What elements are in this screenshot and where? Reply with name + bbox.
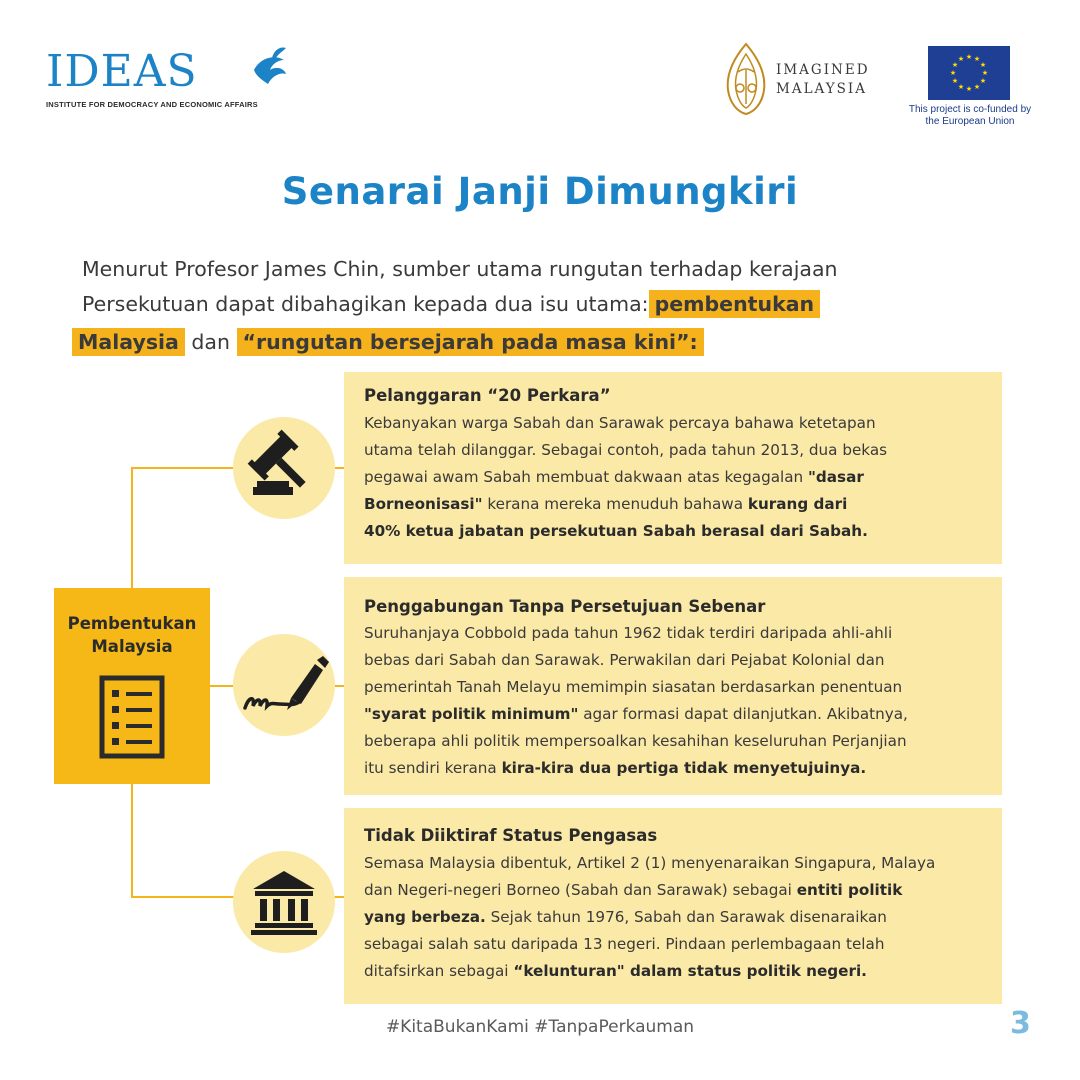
intro-line-3: Malaysia dan “rungutan bersejarah pada masa kini”: (72, 330, 704, 354)
svg-text:★: ★ (949, 69, 957, 77)
card-penggabungan: Penggabungan Tanpa Persetujuan Sebenar Suruhanjaya Cobbold pada tahun 1962 tidak terdiri daripada ahli-ahli bebas dari Sabah dan Sarawak. Perwakilan dari Pejabat Kolonial dan pemerintah Tanah Melayu memimpin siasatan berdasarkan penentuan "syarat politik minimum" agar formasi dapat dilanjutkan. Akibatnya, beberapa ahli politik mempersoalkan kesahihan keseluruhan Perjanjian itu sendiri kerana kira-kira dua pertiga tidak menyetujuinya. (344, 577, 1002, 795)
card-title: Tidak Diiktiraf Status Pengasas (364, 826, 658, 845)
svg-text:★: ★ (951, 77, 959, 85)
ideas-logo (46, 44, 286, 114)
circle-gavel (233, 417, 335, 519)
document-list-icon (98, 674, 166, 760)
government-building-icon (233, 851, 335, 953)
circle-signature (233, 634, 335, 736)
page-title: Senarai Janji Dimungkiri (281, 170, 799, 213)
ideas-logo-subtitle: INSTITUTE FOR DEMOCRACY AND ECONOMIC AFFAIRS (46, 100, 258, 109)
pembentukan-malaysia-box (54, 588, 210, 784)
highlight-malaysia: Malaysia (72, 328, 185, 356)
intro-line-1: Menurut Profesor James Chin, sumber utama rungutan terhadap kerajaan (82, 257, 838, 281)
imagined-word: IMAGINED (776, 62, 870, 78)
eu-caption: This project is co-funded by the European Union (908, 104, 1032, 127)
ideas-logo-word: IDEAS (46, 46, 198, 97)
signature-pen-icon (233, 634, 335, 736)
circle-building (233, 851, 335, 953)
imagined-malaysia-logo (722, 42, 902, 118)
highlight-pembentukan: pembentukan (649, 290, 821, 318)
card-20-perkara: Pelanggaran “20 Perkara” Kebanyakan warga Sabah dan Sarawak percaya bahawa ketetapan utama telah dilanggar. Sebagai contoh, pada tahun 2013, dua bekas pegawai awam Sabah membuat dakwaan atas kegagalan "dasar Borneonisasi" kerana mereka menuduh bahawa kurang dari 40% ketua jabatan persekutuan Sabah berasal dari Sabah. (344, 372, 1002, 564)
card-status-pengasas: Tidak Diiktiraf Status Pengasas Semasa Malaysia dibentuk, Artikel 2 (1) menyenaraikan Singapura, Malaya dan Negeri-negeri Borneo (Sabah dan Sarawak) sebagai entiti politik yang berbeza. Sejak tahun 1976, Sabah dan Sarawak disenaraikan sebagai salah satu daripada 13 negeri. Pindaan perlembagaan telah ditafsirkan sebagai “kelunturan" dalam status politik negeri. (344, 808, 1002, 1004)
svg-text:★: ★ (973, 83, 981, 91)
svg-text:★: ★ (979, 77, 987, 85)
page-number: 3 (1010, 1006, 1031, 1041)
card-title: Penggabungan Tanpa Persetujuan Sebenar (364, 597, 766, 616)
svg-text:★: ★ (973, 55, 981, 63)
intro-line-2: Persekutuan dapat dibahagikan kepada dua isu utama: pembentukan (82, 292, 820, 316)
card-title: Pelanggaran “20 Perkara” (364, 386, 611, 405)
gavel-icon (233, 417, 335, 519)
bird-icon (250, 44, 290, 90)
eu-flag-icon (928, 46, 1010, 100)
footer-hashtags: #KitaBukanKami #TanpaPerkauman (385, 1017, 695, 1037)
svg-text:★: ★ (979, 61, 987, 69)
svg-text:★: ★ (965, 85, 973, 93)
svg-text:★: ★ (957, 55, 965, 63)
svg-text:★: ★ (951, 61, 959, 69)
box-label-line1: Pembentukan (67, 614, 197, 633)
ornament-icon (722, 42, 770, 116)
svg-text:★: ★ (957, 83, 965, 91)
malaysia-word: MALAYSIA (776, 81, 867, 97)
svg-text:★: ★ (981, 69, 989, 77)
box-label-line2: Malaysia (91, 637, 173, 656)
svg-text:★: ★ (965, 53, 973, 61)
highlight-rungutan: “rungutan bersejarah pada masa kini”: (237, 328, 704, 356)
